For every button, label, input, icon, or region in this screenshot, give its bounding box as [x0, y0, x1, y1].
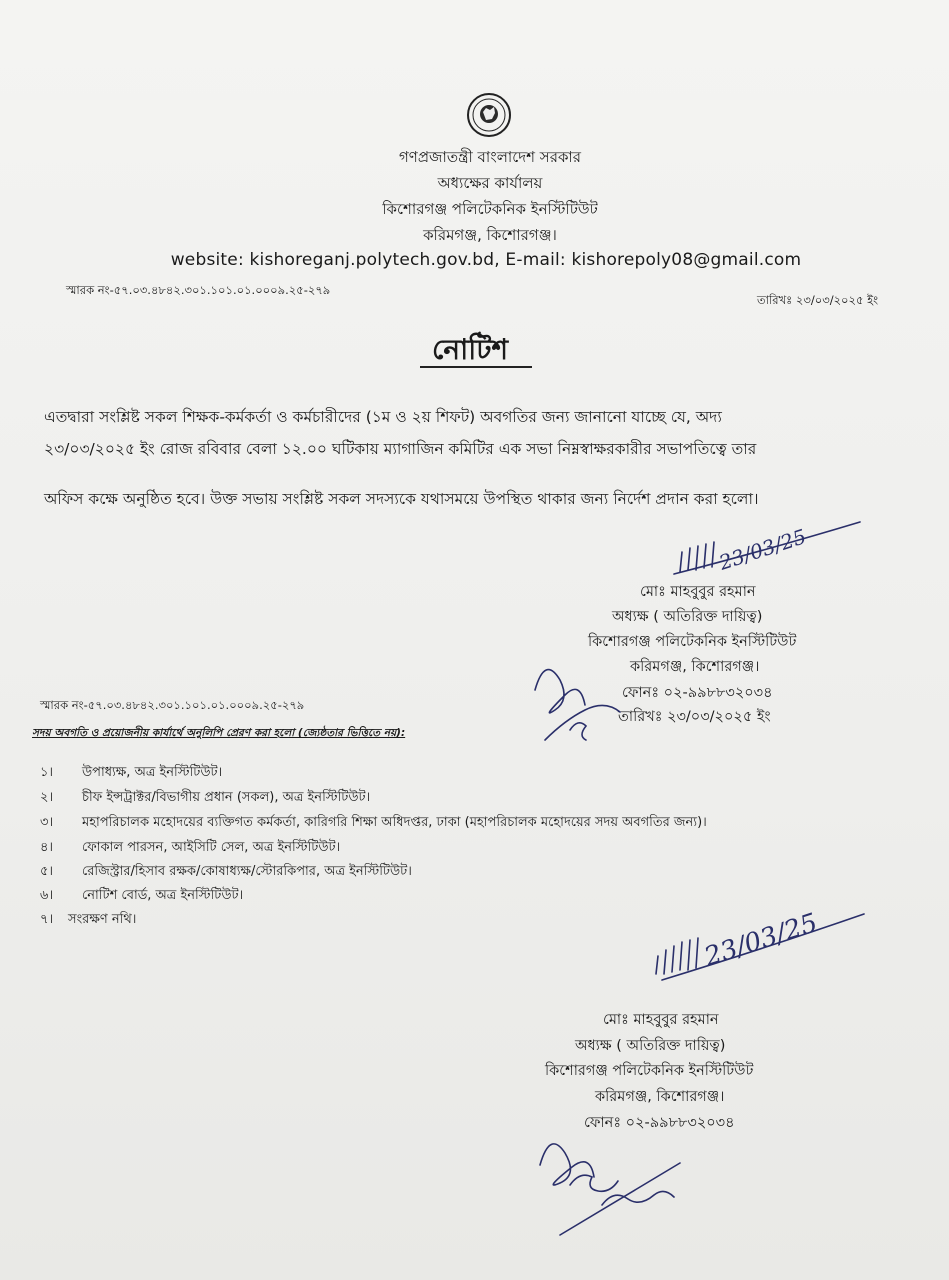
- signature-1-phone: ফোনঃ ০২-৯৯৮৮৩২০৩৪: [622, 685, 773, 701]
- memo-number: স্মারক নং-৫৭.০৩.৪৮৪২.৩০১.১০১.০১.০০০৯.২৫-২৭৯: [66, 283, 331, 297]
- signature-2-name: মোঃ মাহবুবুর রহমান: [603, 1012, 719, 1028]
- contact-line: website: kishoreganj.polytech.gov.bd, E-mail: kishorepoly08@gmail.com: [170, 250, 802, 270]
- govt-name: গণপ্রজাতন্ত্রী বাংলাদেশ সরকার: [398, 148, 582, 166]
- copy-item-text: চীফ ইন্সট্রাক্টর/বিভাগীয় প্রধান (সকল), অত্র ইনস্টিটিউট।: [82, 790, 371, 805]
- body-line-1: এতদ্বারা সংশ্লিষ্ট সকল শিক্ষক-কর্মকর্তা ও কর্মচারীদের (১ম ও ২য় শিফট) অবগতির জন্য জানানো যাচ্ছে যে, অদ্য: [44, 408, 722, 426]
- signature-2-phone: ফোনঃ ০২-৯৯৮৮৩২০৩৪: [584, 1115, 735, 1131]
- signature-2-address: করিমগঞ্জ, কিশোরগঞ্জ।: [595, 1089, 725, 1105]
- issue-date: তারিখঃ ২৩/০৩/২০২৫ ইং: [757, 293, 879, 307]
- copy-heading: সদয় অবগতি ও প্রয়োজনীয় কার্যার্থে অনুলিপি প্রেরণ করা হলো (জ্যেষ্ঠতার ভিত্তিতে নয়):: [32, 727, 406, 739]
- body-line-3: অফিস কক্ষে অনুষ্ঠিত হবে। উক্ত সভায় সংশ্লিষ্ট সকল সদস্যকে যথাসময়ে উপস্থিত থাকার জন্য নির্দেশ প্রদান করা হলো।: [44, 490, 759, 508]
- institute-name: কিশোরগঞ্জ পলিটেকনিক ইনস্টিটিউট: [382, 200, 598, 218]
- copy-item-num: ৩।: [40, 815, 54, 830]
- copy-item-num: ২।: [40, 790, 54, 805]
- copy-item-num: ৬।: [40, 888, 54, 903]
- copy-item-num: ৫।: [40, 864, 54, 879]
- signature-1-designation: অধ্যক্ষ ( অতিরিক্ত দায়িত্ব): [612, 609, 763, 625]
- body-line-2: ২৩/০৩/২০২৫ ইং রোজ রবিবার বেলা ১২.০০ ঘটিকায় ম্যাগাজিন কমিটির এক সভা নিম্নস্বাক্ষরকারীর সভাপতিত্বে তার: [44, 440, 757, 458]
- copy-item-text: ফোকাল পারসন, আইসিটি সেল, অত্র ইনস্টিটিউট।: [82, 840, 341, 855]
- copy-item-text: মহাপরিচালক মহোদয়ের ব্যক্তিগত কর্মকর্তা, কারিগরি শিক্ষা অধিদপ্তর, ঢাকা (মহাপরিচালক মহোদয়ের সদয় অবগতির জন্য)।: [82, 815, 707, 830]
- signature-2-handwritten-date: 23/03/25: [700, 908, 822, 973]
- office-name: অধ্যক্ষের কার্যালয়: [437, 174, 543, 192]
- notice-title: নোটিশ: [432, 333, 509, 366]
- signature-2-institute: কিশোরগঞ্জ পলিটেকনিক ইনস্টিটিউট: [545, 1063, 754, 1079]
- copy-memo-number: স্মারক নং-৫৭.০৩.৪৮৪২.৩০১.১০১.০১.০০০৯.২৫-২৭৯: [40, 698, 305, 712]
- copy-item-num: ৭।: [40, 912, 54, 927]
- government-seal-icon: [466, 92, 512, 138]
- signature-1-address: করিমগঞ্জ, কিশোরগঞ্জ।: [630, 659, 760, 675]
- signature-2-designation: অধ্যক্ষ ( অতিরিক্ত দায়িত্ব): [575, 1038, 726, 1054]
- signature-2-scribble: [640, 900, 880, 990]
- signature-1-date: তারিখঃ ২৩/০৩/২০২৫ ইং: [618, 709, 771, 725]
- initials-1-scribble: [525, 650, 635, 750]
- signature-1-institute: কিশোরগঞ্জ পলিটেকনিক ইনস্টিটিউট: [588, 634, 797, 650]
- signature-1-scribble: [660, 512, 880, 592]
- copy-item-text: রেজিস্ট্রার/হিসাব রক্ষক/কোষাধ্যক্ষ/স্টোরকিপার, অত্র ইনস্টিটিউট।: [82, 864, 412, 879]
- initials-2-scribble: [530, 1125, 700, 1240]
- copy-item-num: ৪।: [40, 840, 54, 855]
- title-underline: [420, 366, 532, 368]
- copy-item-num: ১।: [40, 765, 54, 780]
- signature-1-handwritten-date: 23/03/25: [716, 524, 809, 575]
- copy-item-text: সংরক্ষণ নথি।: [68, 912, 137, 927]
- signature-1-name: মোঃ মাহবুবুর রহমান: [640, 584, 756, 600]
- copy-item-text: নোটিশ বোর্ড, অত্র ইনস্টিটিউট।: [82, 888, 244, 903]
- copy-item-text: উপাধ্যক্ষ, অত্র ইনস্টিটিউট।: [82, 765, 223, 780]
- institute-address: করিমগঞ্জ, কিশোরগঞ্জ।: [423, 226, 557, 244]
